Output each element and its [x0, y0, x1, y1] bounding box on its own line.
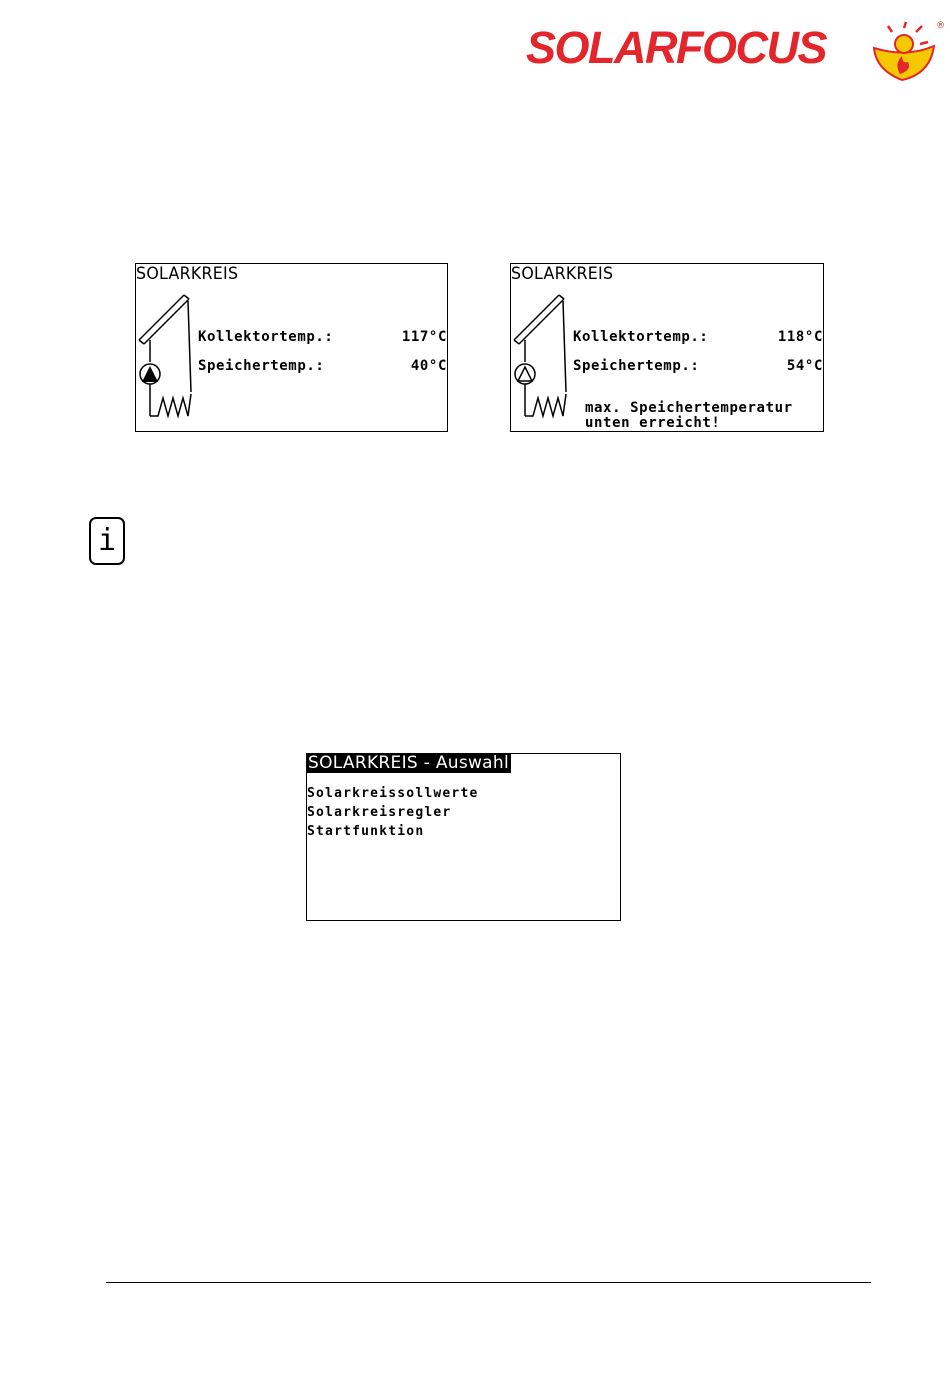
lcd-screen-solarkreis-pump-on [135, 263, 448, 432]
storage-temp-label: Speichertemp.: [198, 358, 325, 374]
solarfocus-logo [526, 18, 944, 84]
menu-item-solarkreisregler[interactable]: Solarkreisregler [307, 805, 452, 820]
menu-title: SOLARKREIS - Auswahl [308, 753, 510, 773]
menu-item-startfunktion[interactable]: Startfunktion [307, 824, 425, 839]
solar-circuit-diagram-icon [511, 264, 581, 433]
info-icon [89, 517, 125, 565]
storage-temp-value: 54°C [786, 358, 823, 374]
collector-temp-label: Kollektortemp.: [573, 329, 709, 345]
storage-max-message-line2: unten erreicht! [585, 415, 721, 431]
lcd-screen-solarkreis-pump-off [510, 263, 824, 432]
collector-temp-label: Kollektortemp.: [198, 329, 334, 345]
storage-temp-label: Speichertemp.: [573, 358, 700, 374]
storage-temp-value: 40°C [410, 358, 447, 374]
logo-wordmark: SOLARFOCUS [526, 22, 826, 73]
screen-title: SOLARKREIS [511, 264, 614, 284]
screen-title: SOLARKREIS [136, 264, 239, 284]
registered-mark: ® [936, 21, 945, 31]
collector-temp-value: 118°C [777, 329, 823, 345]
lcd-screen-solarkreis-menu [306, 753, 621, 921]
footer-divider [106, 1282, 871, 1283]
storage-max-message-line1: max. Speichertemperatur [585, 400, 793, 416]
sun-flame-logo-icon [866, 18, 944, 84]
info-glyph: i [97, 523, 117, 558]
menu-item-solarkreissollwerte[interactable]: Solarkreissollwerte [307, 786, 479, 801]
solar-circuit-diagram-icon [136, 264, 206, 433]
collector-temp-value: 117°C [401, 329, 447, 345]
